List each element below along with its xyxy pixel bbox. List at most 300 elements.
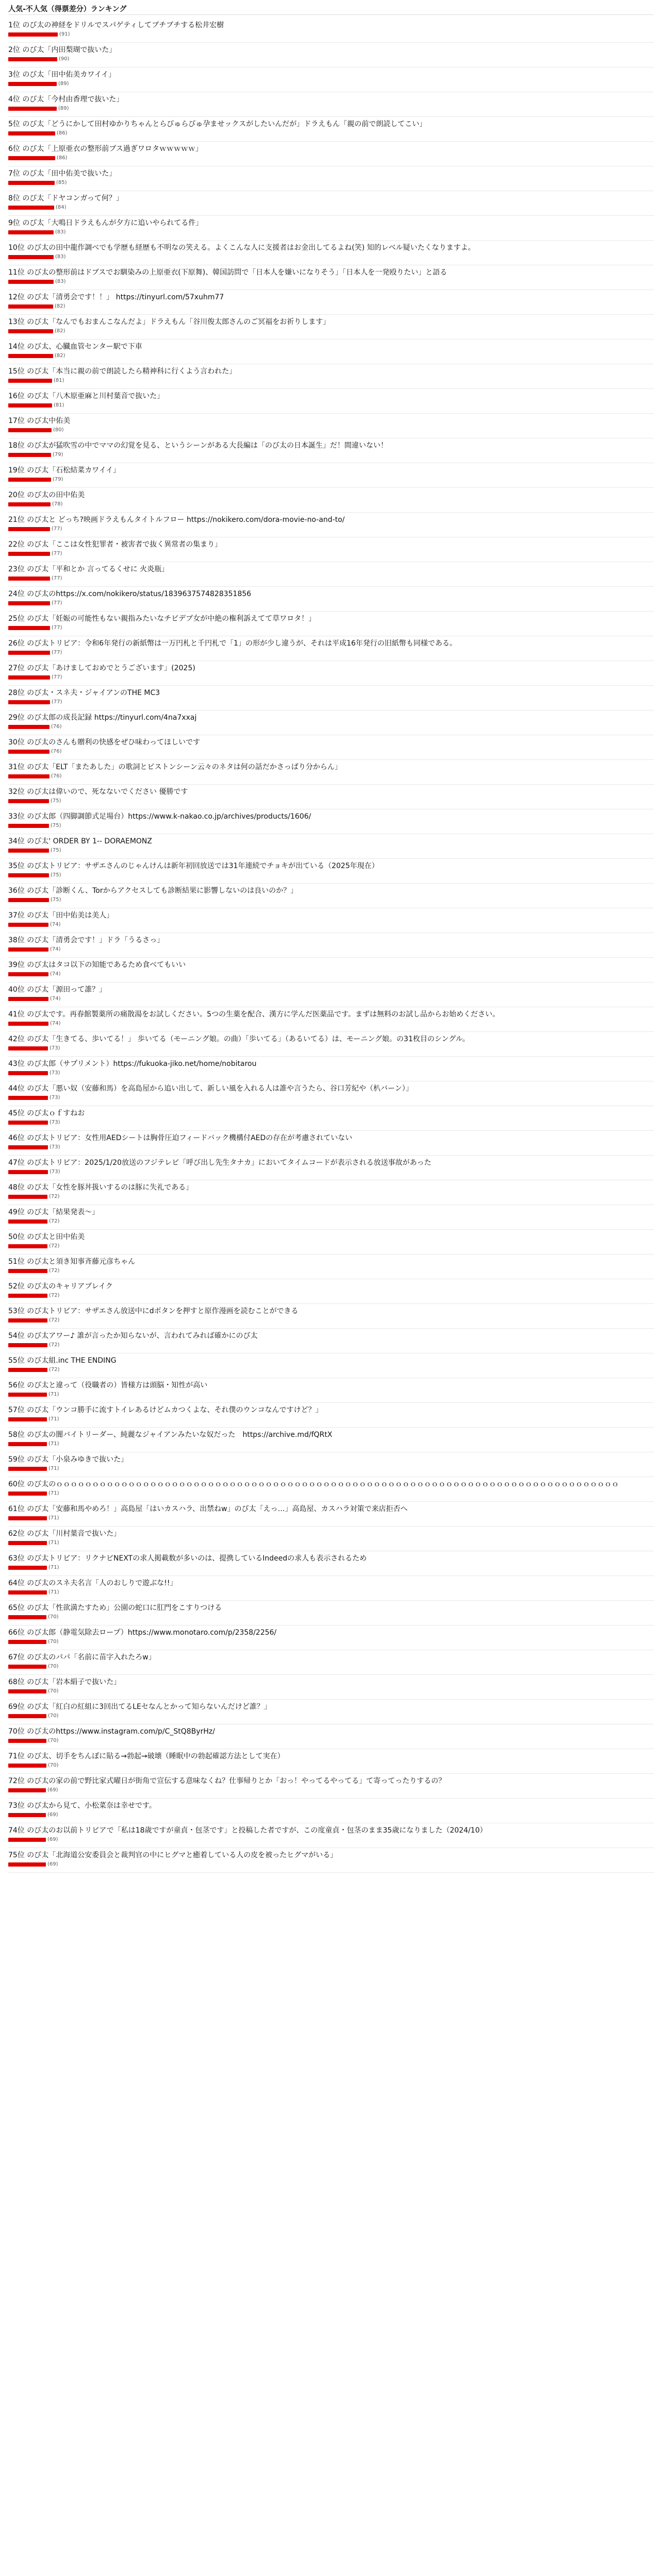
score-bar (8, 1788, 46, 1792)
ranking-item-text-link[interactable] (8, 440, 654, 451)
score-value: (70) (48, 1762, 59, 1768)
ranking-item-text-link[interactable] (8, 292, 654, 303)
ranking-item (8, 908, 654, 933)
rank-number: 48位 (8, 1183, 25, 1192)
score-value: (69) (47, 1787, 58, 1793)
score-bar (8, 379, 52, 383)
ranking-item-text-link[interactable] (8, 1504, 654, 1515)
ranking-item (8, 587, 654, 612)
ranking-item-text-link[interactable] (8, 960, 654, 971)
score-value: (71) (48, 1416, 59, 1422)
score-value: (70) (48, 1639, 59, 1645)
rank-number: 64位 (8, 1579, 25, 1587)
score-bar (8, 849, 49, 853)
ranking-item-text-link[interactable] (8, 1009, 654, 1020)
score-value: (69) (47, 1837, 58, 1842)
ranking-item-label: のび太「紅白の紅組に3回出てるLEセなんとかって知らないんだけど誰？」 (27, 1703, 271, 1711)
ranking-item-label: のび太「ここは女性犯罪者・被害者で抜く異常者の集まり」 (27, 540, 222, 549)
score-bar (8, 1071, 48, 1075)
score-bar-row (8, 131, 654, 136)
ranking-item-label: のび太「悪い奴（安藤和馬）を高島屋から追い出して、新しい風を入れる人は誰や言うたら、谷口芳紀や（朳バーン）」 (27, 1084, 413, 1093)
ranking-item-label: のび太と どっち?映画ドラえもんタイトルフロー https://nokikero.com/dora-movie-no-and-to/ (27, 516, 345, 524)
ranking-item-text-link[interactable] (8, 168, 654, 179)
ranking-item-text-link[interactable] (8, 910, 654, 921)
ranking-item-text-link[interactable] (8, 762, 654, 773)
ranking-item-text-link[interactable] (8, 638, 654, 649)
rank-number: 43位 (8, 1060, 25, 1068)
ranking-item-text-link[interactable] (8, 1405, 654, 1416)
ranking-item-label: のび太と須き知事斉藤元彦ちゃん (27, 1258, 136, 1266)
score-bar-row (8, 329, 654, 334)
score-value: (75) (51, 897, 61, 903)
ranking-item-label: のび太と違って（役職者の）皆様方は頭脳・知性が高い (27, 1381, 208, 1389)
ranking-item-text-link[interactable] (8, 1059, 654, 1070)
score-bar-row (8, 1170, 654, 1175)
ranking-item-text-link[interactable] (8, 1603, 654, 1614)
ranking-item-label: のび太「川村葉音で抜いた」 (27, 1530, 121, 1538)
ranking-item-label: のび太' ORDER BY 1-- DORAEMONZ (27, 837, 152, 845)
score-bar (8, 478, 51, 482)
ranking-item-text-link[interactable] (8, 70, 654, 80)
score-bar-row (8, 799, 654, 804)
score-bar (8, 329, 53, 333)
rank-number: 62位 (8, 1530, 25, 1538)
ranking-item (8, 859, 654, 884)
ranking-item-text-link[interactable] (8, 1553, 654, 1564)
score-value: (73) (49, 1120, 60, 1125)
ranking-item (8, 1180, 654, 1205)
score-bar-row (8, 1095, 654, 1100)
rank-number: 33位 (8, 812, 25, 821)
score-bar-row (8, 1714, 654, 1719)
ranking-item-text-link[interactable] (8, 243, 654, 253)
ranking-item-label: のび太、切手をちんぽに貼る→勃起→破壊（睡眠中の勃起確認方法として実在） (27, 1752, 285, 1760)
ranking-item-label: のび太「田中佑美カワイイ」 (22, 71, 116, 79)
score-value: (70) (48, 1738, 59, 1743)
score-bar (8, 1640, 46, 1644)
rank-number: 10位 (8, 244, 25, 252)
score-bar (8, 1541, 47, 1545)
score-value: (91) (59, 31, 70, 37)
rank-number: 19位 (8, 466, 25, 474)
ranking-item (8, 1551, 654, 1576)
score-bar (8, 1467, 47, 1471)
rank-number: 53位 (8, 1307, 25, 1315)
score-bar (8, 1318, 47, 1323)
ranking-item-label: のび太のさんも贈利の快感をぜひ味わってほしいです (27, 738, 201, 747)
rank-number: 1位 (8, 21, 20, 29)
score-bar-row (8, 1837, 654, 1842)
ranking-item-text-link[interactable] (8, 1652, 654, 1663)
ranking-item-text-link[interactable] (8, 1825, 654, 1836)
score-value: (89) (58, 106, 69, 111)
ranking-item-text-link[interactable] (8, 1751, 654, 1762)
score-bar (8, 1442, 47, 1446)
ranking-item-text-link[interactable] (8, 1578, 654, 1589)
ranking-item-text-link[interactable] (8, 861, 654, 872)
ranking-item-text-link[interactable] (8, 1232, 654, 1243)
ranking-item-label: のび太ｏｆすねお (27, 1109, 85, 1117)
ranking-item-label: のび太「診断くん、Torからアクセスしても診断結果に影響しないのは良いのか？」 (27, 887, 298, 895)
score-bar (8, 1170, 48, 1174)
ranking-item-text-link[interactable] (8, 1529, 654, 1539)
score-value: (71) (48, 1490, 59, 1496)
score-bar (8, 527, 50, 531)
ranking-list (8, 18, 654, 1873)
ranking-item-text-link[interactable] (8, 787, 654, 798)
ranking-item (8, 315, 654, 340)
rank-number: 13位 (8, 318, 25, 326)
ranking-item-text-link[interactable] (8, 614, 654, 624)
rank-number: 38位 (8, 936, 25, 944)
ranking-item (8, 1601, 654, 1625)
score-bar-row (8, 353, 654, 359)
score-bar-row (8, 1343, 654, 1348)
score-value: (73) (49, 1144, 60, 1150)
score-bar-row (8, 848, 654, 853)
rank-number: 39位 (8, 961, 25, 969)
ranking-item-text-link[interactable] (8, 1034, 654, 1045)
score-value: (71) (48, 1589, 59, 1595)
rank-number: 67位 (8, 1653, 25, 1662)
ranking-item-label: のび太「安藤和馬やめろ！」高島屋「はいカスハラ、出禁ねw」のび太「えっ…」高島屋、カスハラ対策で来店拒否へ (27, 1505, 408, 1513)
score-bar-row (8, 1392, 654, 1397)
ranking-item-text-link[interactable] (8, 663, 654, 674)
ranking-item (8, 191, 654, 216)
score-value: (82) (55, 353, 65, 359)
ranking-item-text-link[interactable] (8, 1479, 654, 1490)
score-value: (70) (48, 1688, 59, 1694)
ranking-item-text-link[interactable] (8, 1108, 654, 1119)
score-bar-row (8, 527, 654, 532)
ranking-item-label: のび太です。再春館製薬所の痛散湯をお試しください。5つの生薬を配合、漢方に学んだ医薬品です。まずは無料のお試し品からお始めください。 (27, 1010, 500, 1019)
ranking-item-text-link[interactable] (8, 1158, 654, 1168)
rank-number: 30位 (8, 738, 25, 747)
score-bar (8, 1121, 48, 1125)
ranking-item-text-link[interactable] (8, 366, 654, 377)
rank-number: 45位 (8, 1109, 25, 1117)
rank-number: 40位 (8, 986, 25, 994)
score-bar-row (8, 1466, 654, 1471)
score-value: (86) (57, 130, 68, 136)
page-title: 人気-不人気（得票差分）ランキング (8, 0, 654, 15)
ranking-item (8, 1502, 654, 1527)
score-bar (8, 1343, 47, 1347)
ranking-item (8, 1700, 654, 1724)
ranking-item-text-link[interactable] (8, 1182, 654, 1193)
rank-number: 73位 (8, 1802, 25, 1810)
score-value: (72) (49, 1268, 60, 1274)
ranking-item-text-link[interactable] (8, 737, 654, 748)
rank-number: 56位 (8, 1381, 25, 1389)
rank-number: 32位 (8, 788, 25, 796)
ranking-item (8, 18, 654, 43)
ranking-item-text-link[interactable] (8, 317, 654, 328)
ranking-item-text-link[interactable] (8, 1628, 654, 1638)
rank-number: 55位 (8, 1357, 25, 1365)
ranking-item-text-link[interactable] (8, 713, 654, 723)
score-bar-row (8, 700, 654, 705)
score-value: (77) (52, 699, 62, 705)
score-value: (74) (50, 1021, 61, 1026)
score-value: (79) (53, 452, 63, 457)
ranking-item-text-link[interactable] (8, 1776, 654, 1787)
score-bar-row (8, 947, 654, 952)
ranking-item-label: のび太「ドヤコンガって何？」 (22, 194, 123, 202)
ranking-item-text-link[interactable] (8, 1207, 654, 1218)
score-value: (69) (47, 1861, 58, 1867)
ranking-item-text-link[interactable] (8, 1702, 654, 1713)
score-bar (8, 651, 50, 655)
ranking-item-text-link[interactable] (8, 1801, 654, 1811)
score-value: (72) (49, 1243, 60, 1249)
rank-number: 41位 (8, 1010, 25, 1019)
score-bar (8, 1096, 48, 1100)
score-bar (8, 1516, 47, 1520)
ranking-item (8, 438, 654, 463)
ranking-item-text-link[interactable] (8, 465, 654, 476)
ranking-item-label: のび太トリビア：サザエさん放送中にdボタンを押すと原作漫画を読むことができる (27, 1307, 299, 1315)
ranking-item (8, 265, 654, 290)
ranking-item-text-link[interactable] (8, 985, 654, 995)
ranking-item (8, 364, 654, 389)
ranking-item-text-link[interactable] (8, 515, 654, 526)
score-value: (82) (55, 328, 65, 334)
score-bar-row (8, 304, 654, 309)
ranking-item (8, 1081, 654, 1106)
ranking-item-text-link[interactable] (8, 416, 654, 427)
ranking-item (8, 513, 654, 537)
score-bar (8, 725, 49, 729)
score-value: (85) (56, 180, 67, 185)
score-bar (8, 1195, 47, 1199)
ranking-item (8, 785, 654, 809)
ranking-item (8, 43, 654, 67)
ranking-item-text-link[interactable] (8, 193, 654, 204)
ranking-item-text-link[interactable] (8, 1850, 654, 1861)
ranking-item-text-link[interactable] (8, 1677, 654, 1688)
score-bar (8, 923, 48, 927)
score-bar-row (8, 1417, 654, 1422)
score-value: (72) (49, 1317, 60, 1323)
score-bar-row (8, 378, 654, 383)
ranking-item (8, 1057, 654, 1081)
ranking-item (8, 1205, 654, 1230)
ranking-item-text-link[interactable] (8, 811, 654, 822)
ranking-item-text-link[interactable] (8, 589, 654, 600)
score-value: (77) (52, 674, 62, 680)
score-bar (8, 750, 49, 754)
ranking-item (8, 612, 654, 636)
rank-number: 2位 (8, 46, 20, 54)
rank-number: 75位 (8, 1851, 25, 1859)
score-bar (8, 552, 50, 556)
ranking-item (8, 1156, 654, 1180)
score-bar-row (8, 477, 654, 482)
score-bar (8, 1813, 46, 1817)
ranking-item-text-link[interactable] (8, 119, 654, 130)
score-bar (8, 1219, 47, 1224)
ranking-item-text-link[interactable] (8, 1454, 654, 1465)
ranking-item-label: のび太の整形前はドブスでお馴染みの上原亜衣(下原舞)、韓国訪問で「日本人を嫌いになりそう」「日本人を一発殴りたい」と語る (27, 268, 448, 277)
ranking-item-text-link[interactable] (8, 1257, 654, 1267)
ranking-item-text-link[interactable] (8, 836, 654, 847)
ranking-item (8, 1724, 654, 1749)
score-bar (8, 774, 49, 778)
score-bar-row (8, 922, 654, 927)
ranking-item-text-link[interactable] (8, 564, 654, 575)
score-bar-row (8, 81, 654, 87)
ranking-item-label: のび太「妊娠の可能性もない親指みたいなチビデブ女が中絶の権利訴えてて草ワロタ！」 (27, 615, 316, 623)
rank-number: 4位 (8, 95, 20, 104)
rank-number: 23位 (8, 565, 25, 573)
rank-number: 50位 (8, 1233, 25, 1241)
ranking-item (8, 1131, 654, 1156)
ranking-item (8, 636, 654, 661)
score-bar-row (8, 551, 654, 556)
ranking-item-text-link[interactable] (8, 1430, 654, 1440)
rank-number: 34位 (8, 837, 25, 845)
rank-number: 20位 (8, 491, 25, 499)
ranking-item (8, 760, 654, 785)
score-bar-row (8, 1046, 654, 1051)
score-bar (8, 1492, 47, 1496)
ranking-item-text-link[interactable] (8, 688, 654, 699)
rank-number: 3位 (8, 71, 20, 79)
ranking-item-label: のび太トリビア：令和6年発行の新紙幣は一万円札と千円札で「1」の形が少し違うが、それは平成16年発行の旧紙幣も同様である。 (27, 639, 457, 648)
ranking-item-text-link[interactable] (8, 94, 654, 105)
ranking-item-label: のび太は偉いので、死なないでください 優勝です (27, 788, 188, 796)
score-bar-row (8, 823, 654, 828)
ranking-item-text-link[interactable] (8, 886, 654, 896)
score-value: (76) (51, 773, 62, 779)
score-bar-row (8, 205, 654, 210)
score-value: (86) (57, 155, 68, 161)
ranking-item-text-link[interactable] (8, 1281, 654, 1292)
ranking-item-label: のび太が猛吹雪の中でママの幻覚を見る、というシーンがある大長編は「のび太の日本誕生」だ！間違いない！ (27, 442, 388, 450)
ranking-item-text-link[interactable] (8, 1306, 654, 1317)
score-bar (8, 354, 53, 358)
ranking-item-label: のび太トリビア：サザエさんのじゃんけんは新年初回放送では31年連続でチョキが出ている（2025年現在） (27, 862, 379, 870)
ranking-item-label: のび太「小泉みゆきで抜いた」 (27, 1455, 128, 1464)
rank-number: 49位 (8, 1208, 25, 1216)
score-bar-row (8, 1590, 654, 1595)
ranking-item-text-link[interactable] (8, 1133, 654, 1144)
rank-number: 61位 (8, 1505, 25, 1513)
ranking-item-text-link[interactable] (8, 267, 654, 278)
score-bar (8, 873, 49, 877)
rank-number: 26位 (8, 639, 25, 648)
score-value: (71) (48, 1392, 59, 1397)
rank-number: 8位 (8, 194, 20, 202)
ranking-item (8, 1576, 654, 1601)
ranking-item-text-link[interactable] (8, 20, 654, 31)
score-value: (71) (48, 1565, 59, 1570)
rank-number: 37位 (8, 911, 25, 920)
ranking-item-text-link[interactable] (8, 1726, 654, 1737)
ranking-item (8, 1823, 654, 1848)
ranking-item-label: のび太「女性を豚丼扱いするのは豚に失礼である」 (27, 1183, 193, 1192)
score-value: (78) (52, 501, 63, 507)
ranking-item-text-link[interactable] (8, 218, 654, 229)
ranking-item-label: のび太「本当に親の前で朗読したら精神科に行くよう言われた」 (27, 367, 237, 376)
ranking-item-text-link[interactable] (8, 539, 654, 550)
ranking-item-label: のび太郎の成長記録 https://tinyurl.com/4na7xxaj (27, 714, 197, 722)
ranking-item-text-link[interactable] (8, 1380, 654, 1391)
ranking-item-text-link[interactable] (8, 1355, 654, 1366)
score-bar-row (8, 428, 654, 433)
score-bar-row (8, 576, 654, 581)
score-value: (72) (49, 1293, 60, 1298)
ranking-item (8, 1353, 654, 1378)
score-bar-row (8, 1145, 654, 1150)
ranking-item-text-link[interactable] (8, 1331, 654, 1342)
ranking-item-label: のび太のスネ夫名言「人のおしりで遊ぶな!!」 (27, 1579, 177, 1587)
score-bar-row (8, 403, 654, 408)
score-value: (71) (48, 1441, 59, 1447)
score-value: (77) (52, 575, 62, 581)
ranking-item-text-link[interactable] (8, 391, 654, 402)
ranking-item (8, 661, 654, 686)
score-value: (90) (59, 56, 70, 62)
ranking-item-text-link[interactable] (8, 935, 654, 946)
score-value: (77) (52, 650, 62, 655)
ranking-item (8, 463, 654, 488)
rank-number: 31位 (8, 763, 25, 771)
ranking-item-text-link[interactable] (8, 1083, 654, 1094)
ranking-item (8, 1477, 654, 1502)
score-value: (75) (51, 823, 61, 828)
ranking-item (8, 1428, 654, 1452)
ranking-item-text-link[interactable] (8, 144, 654, 155)
ranking-item (8, 1749, 654, 1774)
score-bar-row (8, 279, 654, 284)
ranking-item (8, 1799, 654, 1823)
rank-number: 6位 (8, 145, 20, 153)
score-bar-row (8, 1763, 654, 1768)
ranking-item-text-link[interactable] (8, 490, 654, 501)
rank-number: 35位 (8, 862, 25, 870)
score-value: (72) (49, 1367, 60, 1372)
score-bar (8, 1393, 47, 1397)
rank-number: 16位 (8, 392, 25, 400)
ranking-item (8, 216, 654, 241)
score-bar-row (8, 650, 654, 655)
score-value: (74) (50, 971, 61, 977)
score-bar (8, 1566, 47, 1570)
score-bar (8, 57, 57, 61)
ranking-item-label: のび太「清勇会です！！」 https://tinyurl.com/57xuhm77 (27, 293, 224, 301)
ranking-item-text-link[interactable] (8, 342, 654, 352)
rank-number: 70位 (8, 1727, 25, 1736)
rank-number: 57位 (8, 1406, 25, 1414)
rank-number: 72位 (8, 1777, 25, 1785)
ranking-item-label: のび太「あけましておめでとうございます」(2025) (27, 664, 195, 672)
score-bar-row (8, 1318, 654, 1323)
score-bar-row (8, 106, 654, 111)
ranking-item (8, 1675, 654, 1700)
ranking-item-label: のび太「田中佑美で抜いた」 (22, 170, 117, 178)
rank-number: 21位 (8, 516, 25, 524)
ranking-item-text-link[interactable] (8, 45, 654, 56)
ranking-item-label: のび太「生きてる、歩いてる！」 歩いてる（モーニング娘。の曲）「歩いてる」（あるいてる）は、モーニング娘。の31枚目のシングル。 (27, 1035, 470, 1043)
ranking-item-label: のび太郎（四脚調節式足場台）https://www.k-nakao.co.jp/archives/products/1606/ (27, 812, 311, 821)
score-bar-row (8, 675, 654, 680)
score-value: (74) (50, 922, 61, 927)
rank-number: 22位 (8, 540, 25, 549)
ranking-item (8, 142, 654, 166)
ranking-item (8, 1304, 654, 1329)
